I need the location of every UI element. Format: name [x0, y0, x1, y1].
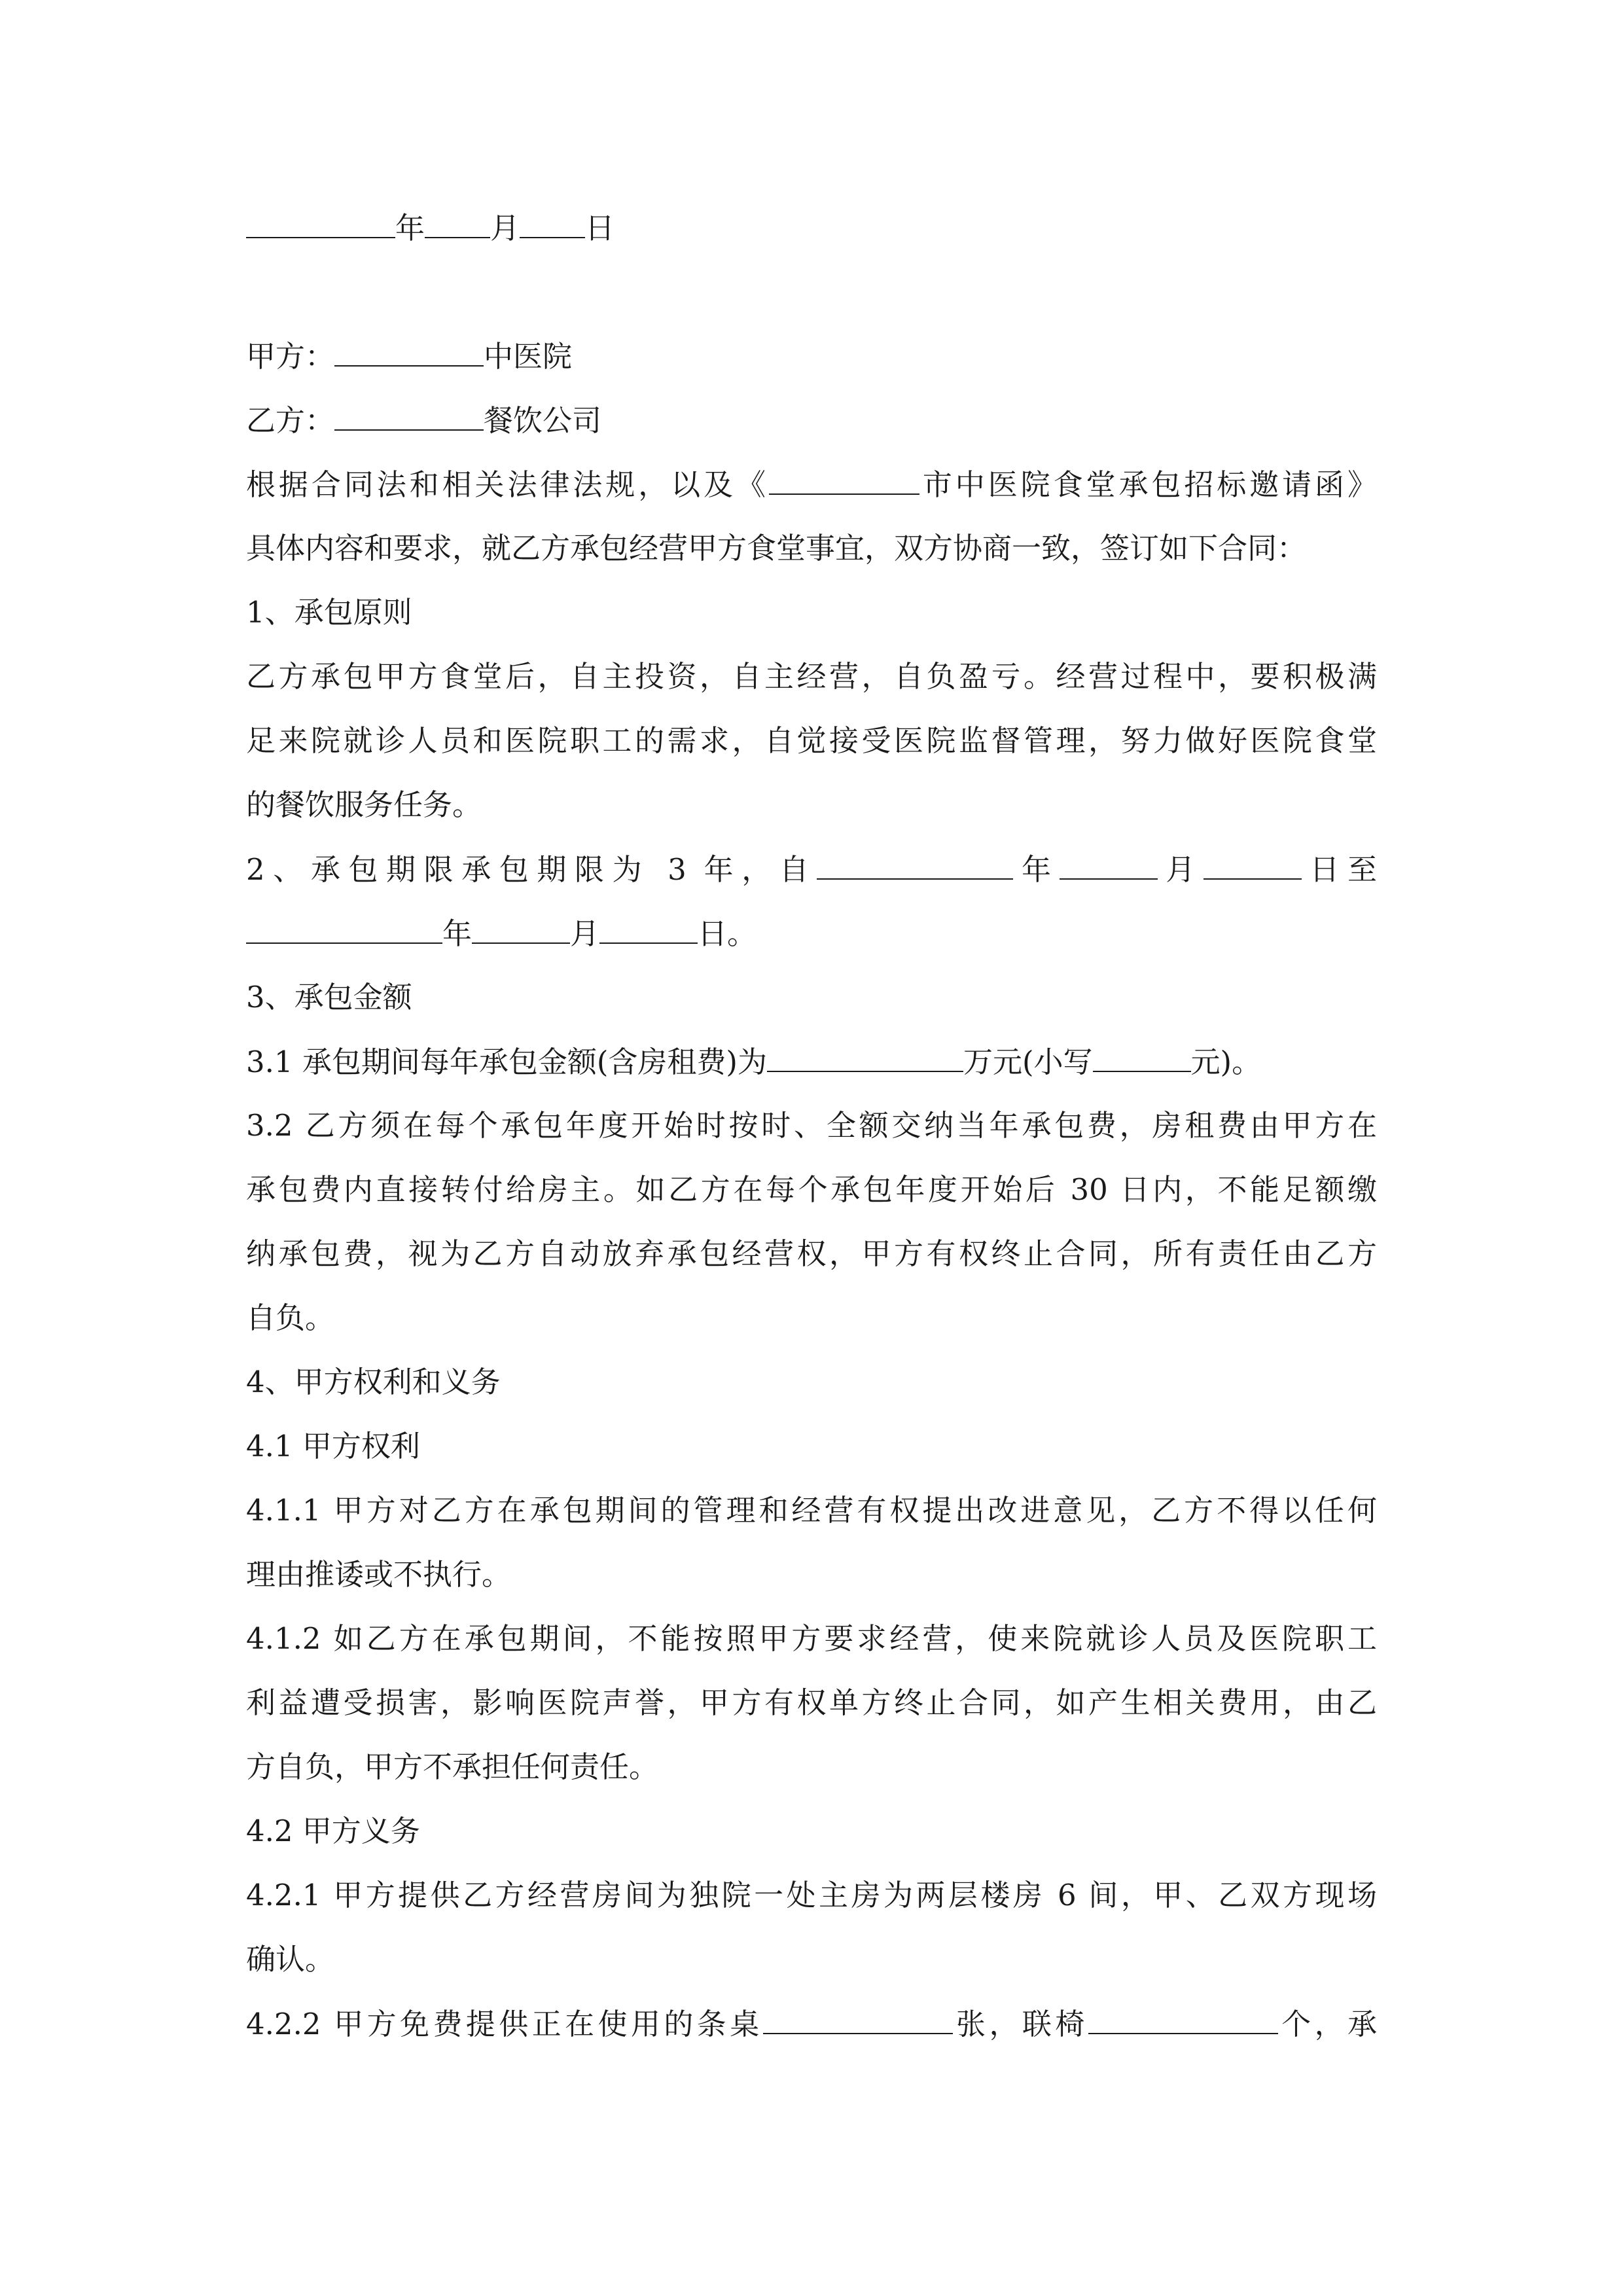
start-month-label: 月 — [1157, 852, 1204, 887]
amount-yuan-blank — [1093, 1042, 1191, 1072]
section-3-2-line-1: 3.2 乙方须在每个承包年度开始时按时、全额交纳当年承包费，房租费由甲方在 — [246, 1108, 1377, 1143]
amount-suffix: 元)。 — [1190, 1045, 1262, 1079]
amount-mid: 万元(小写 — [963, 1045, 1093, 1079]
section-2-line-1 — [246, 850, 1377, 889]
party-b-line — [246, 401, 1377, 440]
tables-count-blank — [763, 2004, 953, 2034]
section-4-2-heading: 4.2 甲方义务 — [246, 1814, 420, 1848]
section-4-1-2-line-1: 4.1.2 如乙方在承包期间，不能按照甲方要求经营，使来院就诊人员及医院职工 — [246, 1621, 1377, 1656]
start-day-blank — [1204, 850, 1302, 880]
section-3-1 — [246, 1042, 1377, 1081]
start-day-label: 日至 — [1301, 852, 1377, 887]
end-year-blank — [246, 914, 442, 944]
amount-wan-blank — [767, 1042, 963, 1072]
start-year-label: 年 — [1013, 852, 1060, 887]
section-3-2-line-4: 自负。 — [246, 1300, 335, 1335]
section-4-1-2-line-3: 方自负，甲方不承担任何责任。 — [246, 1749, 659, 1784]
section-1-line-3: 的餐饮服务任务。 — [246, 787, 482, 822]
section-1-line-2: 足来院就诊人员和医院职工的需求，自觉接受医院监督管理，努力做好医院食堂 — [246, 723, 1377, 758]
month-label: 月 — [490, 211, 520, 245]
section-4-2-1-line-2: 确认。 — [246, 1942, 335, 1977]
section-2-line-2 — [246, 914, 1377, 953]
section-4-2-2-line-1 — [246, 2004, 1377, 2043]
section-3-2-line-3: 纳承包费，视为乙方自动放弃承包经营权，甲方有权终止合同，所有责任由乙方 — [246, 1236, 1377, 1271]
intro-prefix: 根据合同法和相关法律法规，以及《 — [246, 467, 769, 502]
intro-suffix: 市中医院食堂承包招标邀请函》 — [919, 467, 1377, 502]
chairs-count-blank — [1088, 2004, 1278, 2034]
end-month-blank — [472, 914, 570, 944]
section-3-heading: 3、承包金额 — [246, 980, 412, 1014]
section-4-1-1-line-1: 4.1.1 甲方对乙方在承包期间的管理和经营有权提出改进意见，乙方不得以任何 — [246, 1493, 1377, 1528]
section-1-heading: 1、承包原则 — [246, 595, 412, 630]
party-a-line — [246, 336, 1377, 376]
tables-suffix: 个，承 — [1277, 2007, 1377, 2041]
section-4-1-heading: 4.1 甲方权利 — [246, 1429, 420, 1463]
party-a-label: 甲方： — [246, 339, 335, 374]
party-a-blank — [334, 336, 484, 367]
tables-mid: 张，联椅 — [952, 2007, 1088, 2041]
end-year-label: 年 — [442, 916, 473, 951]
intro-line-1 — [246, 465, 1377, 504]
year-blank — [246, 208, 395, 238]
party-a-suffix: 中医院 — [484, 339, 573, 374]
party-b-suffix: 餐饮公司 — [484, 403, 602, 438]
end-day-blank — [599, 914, 698, 944]
party-b-blank — [334, 401, 484, 431]
start-year-blank — [817, 850, 1013, 880]
year-label: 年 — [395, 211, 425, 245]
term-prefix: 2、承包期限承包期限为 3 年，自 — [246, 852, 817, 887]
start-month-blank — [1060, 850, 1158, 880]
end-month-label: 月 — [570, 916, 600, 951]
city-blank — [769, 465, 919, 495]
party-b-label: 乙方： — [246, 403, 335, 438]
section-4-1-1-line-2: 理由推诿或不执行。 — [246, 1557, 512, 1592]
section-4-1-2-line-2: 利益遭受损害，影响医院声誉，甲方有权单方终止合同，如产生相关费用，由乙 — [246, 1685, 1377, 1720]
tables-prefix: 4.2.2 甲方免费提供正在使用的条桌 — [246, 2007, 763, 2041]
section-4-2-1-line-1: 4.2.1 甲方提供乙方经营房间为独院一处主房为两层楼房 6 间，甲、乙双方现场 — [246, 1878, 1377, 1912]
day-blank — [520, 208, 585, 238]
month-blank — [425, 208, 490, 238]
intro-line-2: 具体内容和要求，就乙方承包经营甲方食堂事宜，双方协商一致，签订如下合同： — [246, 531, 1307, 565]
amount-prefix: 3.1 承包期间每年承包金额(含房租费)为 — [246, 1045, 767, 1079]
section-3-2-line-2: 承包费内直接转付给房主。如乙方在每个承包年度开始后 30 日内，不能足额缴 — [246, 1172, 1377, 1207]
section-1-line-1: 乙方承包甲方食堂后，自主投资，自主经营，自负盈亏。经营过程中，要积极满 — [246, 659, 1377, 694]
end-day-label: 日。 — [698, 916, 757, 951]
date-line — [246, 208, 1377, 247]
day-label: 日 — [585, 211, 615, 245]
section-4-heading: 4、甲方权利和义务 — [246, 1365, 501, 1399]
